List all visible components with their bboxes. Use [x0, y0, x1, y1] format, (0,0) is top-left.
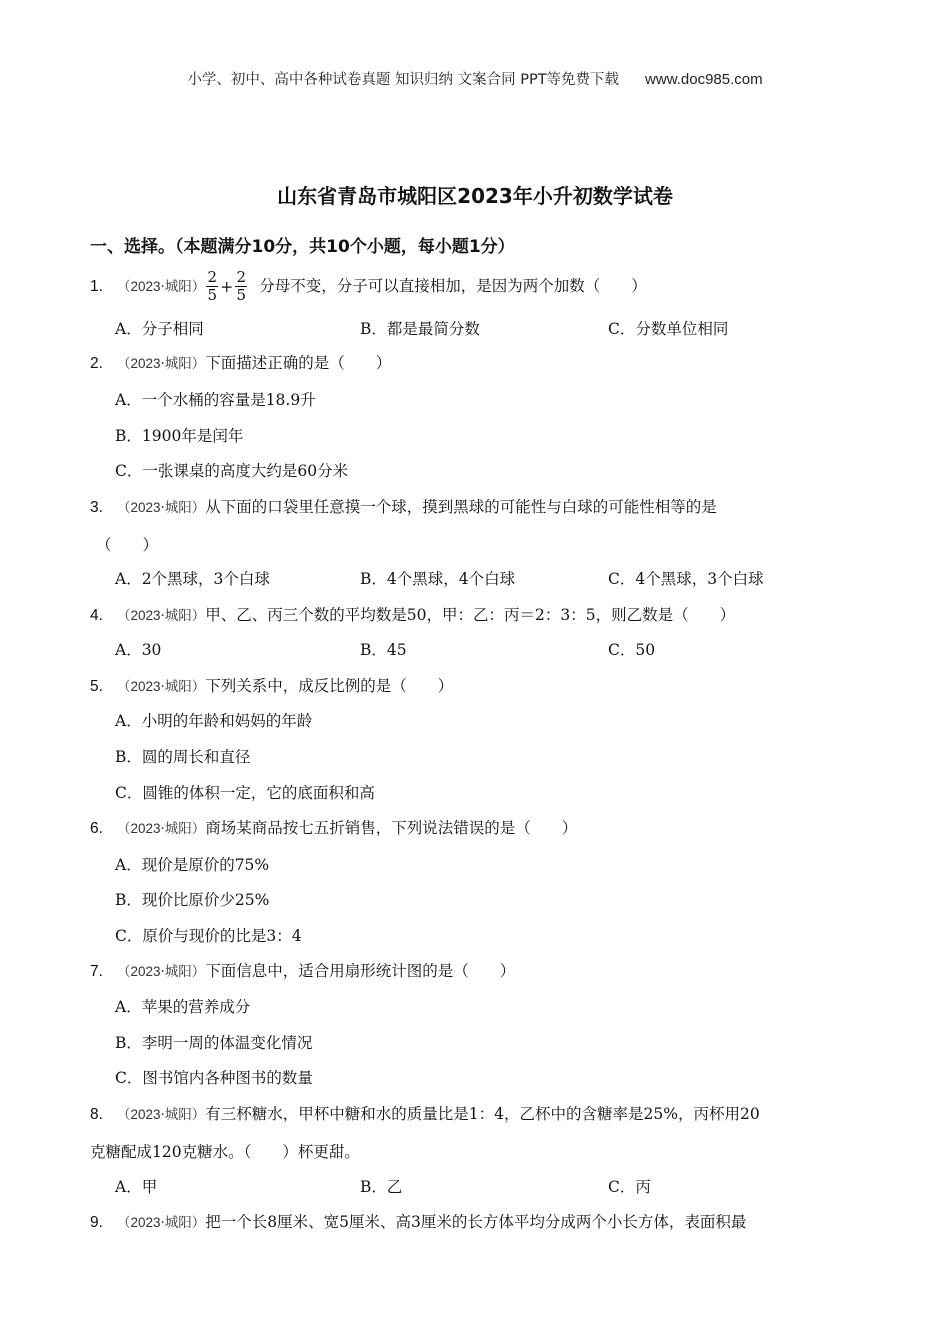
header-url[interactable]: www.doc985.com: [645, 71, 763, 88]
option-b[interactable]: B．4个黑球，4个白球: [360, 570, 516, 588]
question-9: 9. （2023·城阳）把一个长8厘米、宽5厘米、高3厘米的长方体平均分成两个小长方体，表面积最: [90, 1213, 747, 1231]
question-source: （2023·城阳）: [116, 356, 206, 372]
question-text: 把一个长8厘米、宽5厘米、高3厘米的长方体平均分成两个小长方体，表面积最: [205, 1213, 747, 1231]
option-a[interactable]: A．2个黑球，3个白球: [115, 570, 270, 588]
option-c[interactable]: C．50: [608, 641, 656, 659]
option-b[interactable]: B．现价比原价少25%: [115, 891, 270, 909]
question-4: 4. （2023·城阳）甲、乙、丙三个数的平均数是50，甲：乙：丙＝2：3：5，则乙数是（ ）: [90, 606, 736, 624]
question-6: 6. （2023·城阳）商场某商品按七五折销售，下列说法错误的是（ ）: [90, 819, 578, 837]
option-c[interactable]: C．分数单位相同: [608, 320, 729, 338]
question-source: （2023·城阳）: [116, 608, 206, 624]
question-continuation: 克糖配成120克糖水。（ ）杯更甜。: [90, 1143, 360, 1161]
question-5: 5. （2023·城阳）下列关系中，成反比例的是（ ）: [90, 677, 454, 695]
question-8: 8. （2023·城阳）有三杯糖水，甲杯中糖和水的质量比是1：4，乙杯中的含糖率是25%，丙杯用20: [90, 1105, 760, 1123]
question-2: 2. （2023·城阳）下面描述正确的是（ ）: [90, 354, 392, 372]
question-source: （2023·城阳）: [116, 821, 206, 837]
question-3: 3. （2023·城阳）从下面的口袋里任意摸一个球，摸到黑球的可能性与白球的可能性相等的是: [90, 498, 717, 516]
question-source: （2023·城阳）: [116, 679, 206, 695]
section-heading: 一、选择。（本题满分10分，共10个小题，每小题1分）: [90, 237, 515, 257]
exam-title: 山东省青岛市城阳区2023年小升初数学试卷: [277, 184, 673, 208]
option-c[interactable]: C．丙: [608, 1178, 651, 1196]
question-text: 分母不变，分子可以直接相加，是因为两个加数（ ）: [259, 276, 647, 295]
header-tagline: 小学、初中、高中各种试卷真题 知识归纳 文案合同 PPT等免费下载: [187, 72, 620, 88]
option-b[interactable]: B．45: [360, 641, 407, 659]
option-a[interactable]: A．现价是原价的75%: [115, 856, 270, 874]
question-source: （2023·城阳）: [116, 500, 206, 516]
page-header: [0, 68, 950, 89]
question-text: 商场某商品按七五折销售，下列说法错误的是（ ）: [205, 819, 578, 837]
option-c[interactable]: C．图书馆内各种图书的数量: [115, 1069, 313, 1087]
fraction: $\frac{2}{5}$: [207, 268, 218, 304]
question-text: 甲、乙、丙三个数的平均数是50，甲：乙：丙＝2：3：5，则乙数是（ ）: [205, 606, 736, 624]
option-c[interactable]: C．4个黑球，3个白球: [608, 570, 764, 588]
option-c[interactable]: C．圆锥的体积一定，它的底面积和高: [115, 784, 375, 802]
option-b[interactable]: B．1900年是闰年: [115, 427, 244, 445]
question-number: 1.: [90, 277, 103, 295]
option-a[interactable]: A．一个水桶的容量是18.9升: [115, 391, 316, 409]
option-b[interactable]: B．乙: [360, 1178, 403, 1196]
option-a[interactable]: A．分子相同: [115, 320, 204, 338]
question-continuation: （ ）: [96, 536, 159, 554]
option-c[interactable]: C．一张课桌的高度大约是60分米: [115, 462, 349, 480]
option-a[interactable]: A．小明的年龄和妈妈的年龄: [115, 712, 313, 730]
question-source: （2023·城阳）: [116, 964, 206, 980]
option-c[interactable]: C．原价与现价的比是3：4: [115, 927, 302, 945]
question-text: 下列关系中，成反比例的是（ ）: [205, 677, 454, 695]
plus-sign: +: [220, 277, 234, 296]
option-b[interactable]: B．圆的周长和直径: [115, 748, 251, 766]
option-b[interactable]: B．李明一周的体温变化情况: [115, 1034, 313, 1052]
question-text: 从下面的口袋里任意摸一个球，摸到黑球的可能性与白球的可能性相等的是: [205, 498, 717, 516]
question-7: 7. （2023·城阳）下面信息中，适合用扇形统计图的是（ ）: [90, 962, 516, 980]
question-source: （2023·城阳）: [116, 278, 206, 295]
option-a[interactable]: A．甲: [115, 1178, 158, 1196]
option-b[interactable]: B．都是最简分数: [360, 320, 480, 338]
fraction: $\frac{2}{5}$: [236, 268, 247, 304]
option-a[interactable]: A．苹果的营养成分: [115, 998, 251, 1016]
question-text: 下面信息中，适合用扇形统计图的是（ ）: [205, 962, 516, 980]
question-1: [90, 269, 647, 304]
option-a[interactable]: A．30: [115, 641, 162, 659]
question-text: 有三杯糖水，甲杯中糖和水的质量比是1：4，乙杯中的含糖率是25%，丙杯用20: [205, 1105, 760, 1123]
question-source: （2023·城阳）: [116, 1107, 206, 1123]
question-source: （2023·城阳）: [116, 1215, 206, 1231]
question-text: 下面描述正确的是（ ）: [205, 354, 392, 372]
